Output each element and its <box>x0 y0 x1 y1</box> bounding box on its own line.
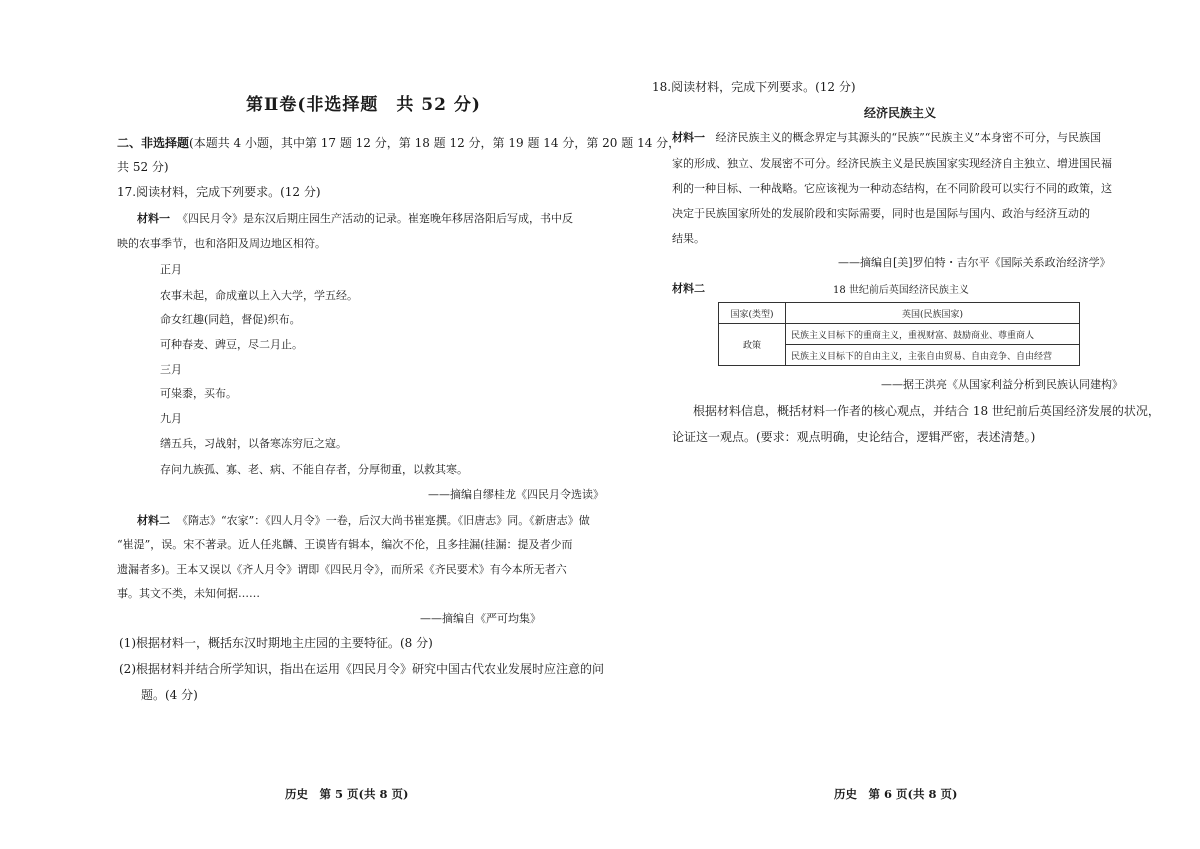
r-material-2-source: ——据王洪亮《从国家利益分析到民族认同建构》 <box>881 378 1123 391</box>
verse-line: 可粜黍，买布。 <box>160 387 237 400</box>
policy-table <box>718 302 1080 366</box>
table-cell: 民族主义目标下的自由主义，主张自由贸易、自由竞争、自由经营 <box>786 345 1080 366</box>
material-2-source: ——摘编自《严可均集》 <box>420 612 541 625</box>
section-intro-line-1 <box>117 134 680 151</box>
table-header-cell: 英国(民族国家) <box>786 303 1080 324</box>
table-header-cell: 国家(类型) <box>719 303 786 324</box>
question-17-prompt: 17.阅读材料，完成下列要求。(12 分) <box>117 185 321 199</box>
r-material-1-source: ——摘编自[美]罗伯特・吉尔平《国际关系政治经济学》 <box>838 256 1111 269</box>
material-2-label: 材料二 <box>137 514 170 527</box>
r-material-2-label: 材料二 <box>672 282 705 295</box>
sub-question-2-line-2: 题。(4 分) <box>141 688 198 702</box>
sub-question-1: (1)根据材料一，概括东汉时期地主庄园的主要特征。(8 分) <box>119 636 433 650</box>
verse-line: 正月 <box>160 263 182 276</box>
table-row-label: 政策 <box>719 324 786 366</box>
r-material-1-line-4: 决定于民族国家所处的发展阶段和实际需要，同时也是国际与国内、政治与经济互动的 <box>672 207 1090 220</box>
r-material-1-line-2: 家的形成、独立、发展密不可分。经济民族主义是民族国家实现经济自主独立、增进国民福 <box>672 157 1112 170</box>
task-line-2: 论证这一观点。(要求：观点明确，史论结合，逻辑严密，表述清楚。) <box>672 430 1036 444</box>
material-2-line-3: 遗漏者多)。王本又误以《齐人月令》谓即《四民月令》，而所采《齐民要术》有今本所无者六 <box>117 563 567 576</box>
material-1-line-2: 映的农事季节，也和洛阳及周边地区相符。 <box>117 237 326 250</box>
verse-line: 存问九族孤、寡、老、病、不能自存者，分厚彻重，以救其寒。 <box>160 463 468 476</box>
r-material-1-line-3: 利的一种目标、一种战略。它应该视为一种动态结构，在不同阶段可以实行不同的政策，这 <box>672 182 1112 195</box>
r-material-1-label: 材料一 <box>672 131 705 144</box>
section-intro-line-2: 共 52 分) <box>117 160 169 174</box>
material-1-line-1 <box>137 210 573 226</box>
material-1-text: 《四民月令》是东汉后期庄园生产活动的记录。崔寔晚年移居洛阳后写成，书中反 <box>177 212 573 225</box>
material-2-text: 《隋志》“农家”：《四人月令》一卷，后汉大尚书崔寔撰。《旧唐志》同。《新唐志》做 <box>177 514 590 527</box>
r-material-1-line-5: 结果。 <box>672 232 705 245</box>
section-heading: 二、非选择题 <box>117 136 190 150</box>
r-material-1-text: 经济民族主义的概念界定与其源头的“民族”“民族主义”本身密不可分，与民族国 <box>715 131 1101 144</box>
verse-line: 农事未起，命成童以上入大学，学五经。 <box>160 289 358 302</box>
material-2-line-2: “崔湜”，误。宋不著录。近人任兆麟、王谟皆有辑本，编次不伦，且多挂漏(挂漏：提及者少而 <box>117 538 573 551</box>
verse-line: 可种春麦、豍豆，尽二月止。 <box>160 338 303 351</box>
question-18-prompt: 18.阅读材料，完成下列要求。(12 分) <box>652 80 856 94</box>
table-row <box>719 324 1080 345</box>
material-1-label: 材料一 <box>137 212 170 225</box>
table-cell: 民族主义目标下的重商主义，重视财富、鼓励商业、尊重商人 <box>786 324 1080 345</box>
table-caption: 18 世纪前后英国经济民族主义 <box>833 285 969 296</box>
section-description: (本题共 4 小题，其中第 17 题 12 分，第 18 题 12 分，第 19 题 14 分，第 20 题 14 分， <box>189 136 681 150</box>
page-footer-right: 历史 第 6 页(共 8 页) <box>834 787 958 801</box>
page-title: 第Ⅱ卷(非选择题 共 52 分) <box>246 95 481 115</box>
material-2-line-4: 事。其文不类，未知何据…… <box>117 587 260 600</box>
verse-line: 缮五兵，习战射，以备寒冻穷厄之寇。 <box>160 437 347 450</box>
verse-line: 命女红趣(同趋，督促)织布。 <box>160 313 301 326</box>
table-header-row <box>719 303 1080 324</box>
sub-question-2-line-1: (2)根据材料并结合所学知识，指出在运用《四民月令》研究中国古代农业发展时应注意的问 <box>119 662 605 676</box>
verse-line: 三月 <box>160 363 182 376</box>
verse-line: 九月 <box>160 412 182 425</box>
r-material-1-line-1 <box>672 129 1101 145</box>
material-1-source-text: ——摘编自缪桂龙《四民月令选读》 <box>428 488 604 501</box>
task-line-1: 根据材料信息，概括材料一作者的核心观点，并结合 18 世纪前后英国经济发展的状况， <box>693 404 1160 418</box>
page-footer: 历史 第 5 页(共 8 页) <box>285 787 409 801</box>
material-2-line-1 <box>137 512 590 528</box>
section-subtitle: 经济民族主义 <box>864 106 937 120</box>
